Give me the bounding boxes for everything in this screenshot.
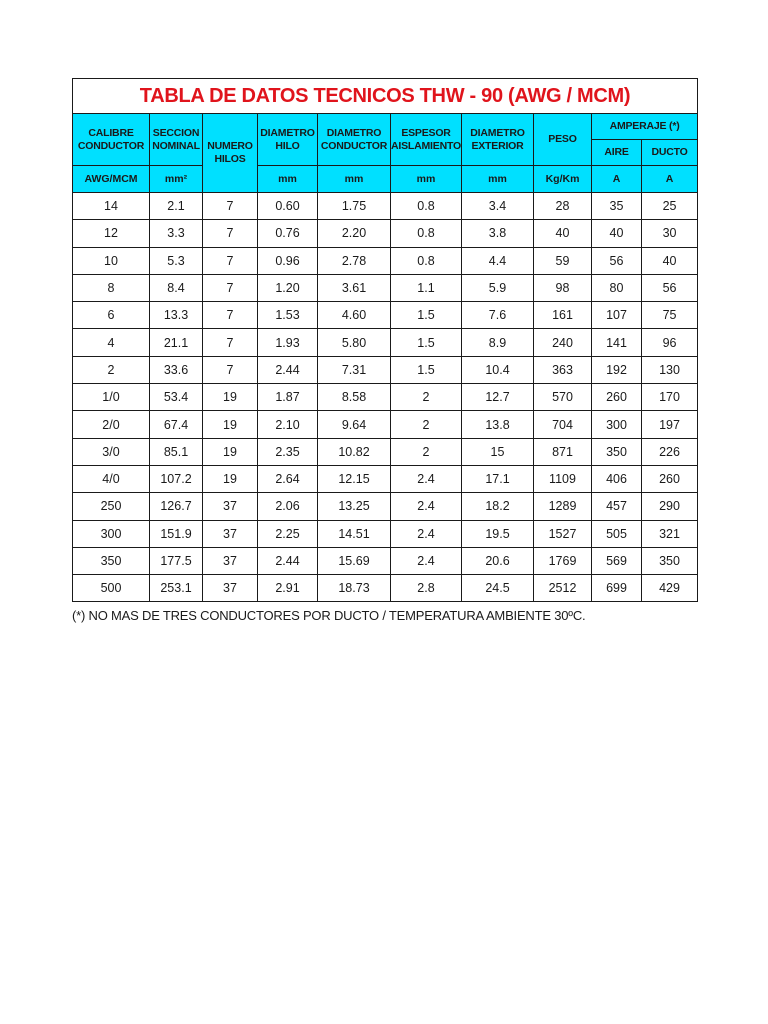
table-cell: 21.1 xyxy=(150,329,203,356)
table-row xyxy=(73,493,698,520)
table-cell: 1.93 xyxy=(258,329,318,356)
table-cell: 13.25 xyxy=(318,493,391,520)
table-cell: 1.5 xyxy=(391,356,462,383)
table-cell: 12 xyxy=(73,220,150,247)
table-cell: 80 xyxy=(592,274,642,301)
table-row xyxy=(73,520,698,547)
table-cell: 10.4 xyxy=(462,356,534,383)
table-cell: 107.2 xyxy=(150,465,203,492)
table-cell: 290 xyxy=(642,493,698,520)
table-cell: 1.87 xyxy=(258,384,318,411)
table-cell: 2 xyxy=(391,384,462,411)
table-cell: 570 xyxy=(534,384,592,411)
table-cell: 19.5 xyxy=(462,520,534,547)
table-cell: 2.78 xyxy=(318,247,391,274)
table-cell: 3.61 xyxy=(318,274,391,301)
table-cell: 56 xyxy=(592,247,642,274)
table-cell: 0.96 xyxy=(258,247,318,274)
unit-cell: mm² xyxy=(150,166,203,193)
table-cell: 85.1 xyxy=(150,438,203,465)
table-cell: 197 xyxy=(642,411,698,438)
table-cell: 7.31 xyxy=(318,356,391,383)
table-cell: 3.8 xyxy=(462,220,534,247)
table-cell: 321 xyxy=(642,520,698,547)
table-cell: 10 xyxy=(73,247,150,274)
table-cell: 2.4 xyxy=(391,493,462,520)
table-cell: 3.3 xyxy=(150,220,203,247)
table-cell: 2.35 xyxy=(258,438,318,465)
table-title: TABLA DE DATOS TECNICOS THW - 90 (AWG / MCM) xyxy=(73,79,698,114)
table-cell: 1.53 xyxy=(258,302,318,329)
table-cell: 699 xyxy=(592,575,642,602)
table-cell: 37 xyxy=(203,493,258,520)
table-cell: 4 xyxy=(73,329,150,356)
table-cell: 18.2 xyxy=(462,493,534,520)
table-cell: 96 xyxy=(642,329,698,356)
table-cell: 406 xyxy=(592,465,642,492)
table-cell: 704 xyxy=(534,411,592,438)
table-cell: 15 xyxy=(462,438,534,465)
table-cell: 19 xyxy=(203,465,258,492)
table-cell: 28 xyxy=(534,193,592,220)
table-cell: 226 xyxy=(642,438,698,465)
table-cell: 260 xyxy=(642,465,698,492)
table-row xyxy=(73,356,698,383)
table-cell: 2 xyxy=(73,356,150,383)
header-diametro-hilo: DIAMETRO HILO xyxy=(258,114,318,166)
table-cell: 37 xyxy=(203,547,258,574)
header-diametro-exterior: DIAMETRO EXTERIOR xyxy=(462,114,534,166)
table-cell: 6 xyxy=(73,302,150,329)
table-cell: 7 xyxy=(203,193,258,220)
table-cell: 2.4 xyxy=(391,547,462,574)
technical-data-table xyxy=(72,78,698,602)
table-cell: 12.15 xyxy=(318,465,391,492)
table-cell: 2512 xyxy=(534,575,592,602)
table-cell: 7 xyxy=(203,220,258,247)
table-cell: 161 xyxy=(534,302,592,329)
units-row xyxy=(73,166,698,193)
unit-cell: A xyxy=(642,166,698,193)
table-cell: 3.4 xyxy=(462,193,534,220)
table-cell: 126.7 xyxy=(150,493,203,520)
table-cell: 18.73 xyxy=(318,575,391,602)
table-cell: 2.4 xyxy=(391,465,462,492)
table-cell: 7 xyxy=(203,329,258,356)
table-cell: 2 xyxy=(391,438,462,465)
header-aire: AIRE xyxy=(592,140,642,166)
table-cell: 871 xyxy=(534,438,592,465)
table-cell: 15.69 xyxy=(318,547,391,574)
table-cell: 505 xyxy=(592,520,642,547)
table-row xyxy=(73,220,698,247)
table-cell: 300 xyxy=(592,411,642,438)
table-cell: 40 xyxy=(642,247,698,274)
table-cell: 56 xyxy=(642,274,698,301)
table-row xyxy=(73,438,698,465)
table-cell: 4.60 xyxy=(318,302,391,329)
table-cell: 500 xyxy=(73,575,150,602)
table-row xyxy=(73,329,698,356)
table-cell: 19 xyxy=(203,438,258,465)
table-cell: 12.7 xyxy=(462,384,534,411)
table-cell: 10.82 xyxy=(318,438,391,465)
table-cell: 1527 xyxy=(534,520,592,547)
table-cell: 2.64 xyxy=(258,465,318,492)
table-cell: 7 xyxy=(203,302,258,329)
table-cell: 2.44 xyxy=(258,547,318,574)
table-cell: 253.1 xyxy=(150,575,203,602)
table-cell: 8.9 xyxy=(462,329,534,356)
table-cell: 35 xyxy=(592,193,642,220)
table-cell: 1.5 xyxy=(391,302,462,329)
document xyxy=(72,78,697,623)
table-cell: 240 xyxy=(534,329,592,356)
table-cell: 5.3 xyxy=(150,247,203,274)
table-cell: 1.75 xyxy=(318,193,391,220)
table-cell: 2.8 xyxy=(391,575,462,602)
table-row xyxy=(73,465,698,492)
table-cell: 2.10 xyxy=(258,411,318,438)
table-cell: 569 xyxy=(592,547,642,574)
table-row xyxy=(73,247,698,274)
header-diametro-conductor: DIAMETRO CONDUCTOR xyxy=(318,114,391,166)
table-cell: 9.64 xyxy=(318,411,391,438)
table-cell: 2 xyxy=(391,411,462,438)
table-cell: 98 xyxy=(534,274,592,301)
table-cell: 2.44 xyxy=(258,356,318,383)
table-cell: 151.9 xyxy=(150,520,203,547)
unit-cell: mm xyxy=(391,166,462,193)
table-cell: 2.91 xyxy=(258,575,318,602)
table-cell: 429 xyxy=(642,575,698,602)
table-cell: 14 xyxy=(73,193,150,220)
table-cell: 19 xyxy=(203,411,258,438)
table-cell: 350 xyxy=(642,547,698,574)
table-cell: 0.8 xyxy=(391,220,462,247)
table-cell: 4/0 xyxy=(73,465,150,492)
table-cell: 13.8 xyxy=(462,411,534,438)
header-amperaje: AMPERAJE (*) xyxy=(592,114,698,140)
table-cell: 4.4 xyxy=(462,247,534,274)
header-seccion: SECCION NOMINAL xyxy=(150,114,203,166)
table-cell: 40 xyxy=(592,220,642,247)
table-cell: 192 xyxy=(592,356,642,383)
table-cell: 5.9 xyxy=(462,274,534,301)
table-cell: 350 xyxy=(73,547,150,574)
header-peso: PESO xyxy=(534,114,592,166)
table-cell: 177.5 xyxy=(150,547,203,574)
table-row xyxy=(73,302,698,329)
table-cell: 8.58 xyxy=(318,384,391,411)
unit-cell: mm xyxy=(462,166,534,193)
table-cell: 20.6 xyxy=(462,547,534,574)
table-cell: 2/0 xyxy=(73,411,150,438)
unit-cell: mm xyxy=(318,166,391,193)
header-numero-hilos: NUMERO HILOS xyxy=(203,114,258,193)
table-cell: 0.8 xyxy=(391,193,462,220)
table-cell: 8.4 xyxy=(150,274,203,301)
table-cell: 19 xyxy=(203,384,258,411)
table-cell: 2.1 xyxy=(150,193,203,220)
table-cell: 2.06 xyxy=(258,493,318,520)
table-cell: 170 xyxy=(642,384,698,411)
table-cell: 350 xyxy=(592,438,642,465)
table-cell: 1.1 xyxy=(391,274,462,301)
table-cell: 13.3 xyxy=(150,302,203,329)
table-cell: 1289 xyxy=(534,493,592,520)
table-cell: 457 xyxy=(592,493,642,520)
table-cell: 67.4 xyxy=(150,411,203,438)
table-cell: 3/0 xyxy=(73,438,150,465)
table-cell: 1.5 xyxy=(391,329,462,356)
table-cell: 1/0 xyxy=(73,384,150,411)
table-row xyxy=(73,384,698,411)
table-cell: 363 xyxy=(534,356,592,383)
table-row xyxy=(73,193,698,220)
table-cell: 33.6 xyxy=(150,356,203,383)
table-cell: 7 xyxy=(203,274,258,301)
table-cell: 2.20 xyxy=(318,220,391,247)
table-cell: 24.5 xyxy=(462,575,534,602)
table-cell: 1769 xyxy=(534,547,592,574)
table-row xyxy=(73,411,698,438)
table-cell: 1.20 xyxy=(258,274,318,301)
table-cell: 75 xyxy=(642,302,698,329)
unit-cell: A xyxy=(592,166,642,193)
table-row xyxy=(73,547,698,574)
table-cell: 2.25 xyxy=(258,520,318,547)
unit-cell: AWG/MCM xyxy=(73,166,150,193)
table-cell: 25 xyxy=(642,193,698,220)
table-cell: 7 xyxy=(203,356,258,383)
table-cell: 7 xyxy=(203,247,258,274)
table-cell: 37 xyxy=(203,575,258,602)
table-cell: 2.4 xyxy=(391,520,462,547)
footnote: (*) NO MAS DE TRES CONDUCTORES POR DUCTO / TEMPERATURA AMBIENTE 30ºC. xyxy=(72,608,586,624)
table-cell: 1109 xyxy=(534,465,592,492)
table-cell: 37 xyxy=(203,520,258,547)
header-ducto: DUCTO xyxy=(642,140,698,166)
table-cell: 300 xyxy=(73,520,150,547)
table-cell: 40 xyxy=(534,220,592,247)
table-cell: 0.60 xyxy=(258,193,318,220)
header-espesor-aislamiento: ESPESOR AISLAMIENTO xyxy=(391,114,462,166)
table-cell: 0.8 xyxy=(391,247,462,274)
unit-cell: mm xyxy=(258,166,318,193)
table-cell: 7.6 xyxy=(462,302,534,329)
table-cell: 250 xyxy=(73,493,150,520)
table-cell: 53.4 xyxy=(150,384,203,411)
table-cell: 130 xyxy=(642,356,698,383)
table-cell: 260 xyxy=(592,384,642,411)
table-cell: 8 xyxy=(73,274,150,301)
table-row xyxy=(73,575,698,602)
table-cell: 5.80 xyxy=(318,329,391,356)
unit-cell: Kg/Km xyxy=(534,166,592,193)
header-calibre: CALIBRE CONDUCTOR xyxy=(73,114,150,166)
table-row xyxy=(73,274,698,301)
table-cell: 59 xyxy=(534,247,592,274)
table-cell: 30 xyxy=(642,220,698,247)
table-cell: 107 xyxy=(592,302,642,329)
table-cell: 141 xyxy=(592,329,642,356)
table-cell: 14.51 xyxy=(318,520,391,547)
table-cell: 17.1 xyxy=(462,465,534,492)
table-cell: 0.76 xyxy=(258,220,318,247)
